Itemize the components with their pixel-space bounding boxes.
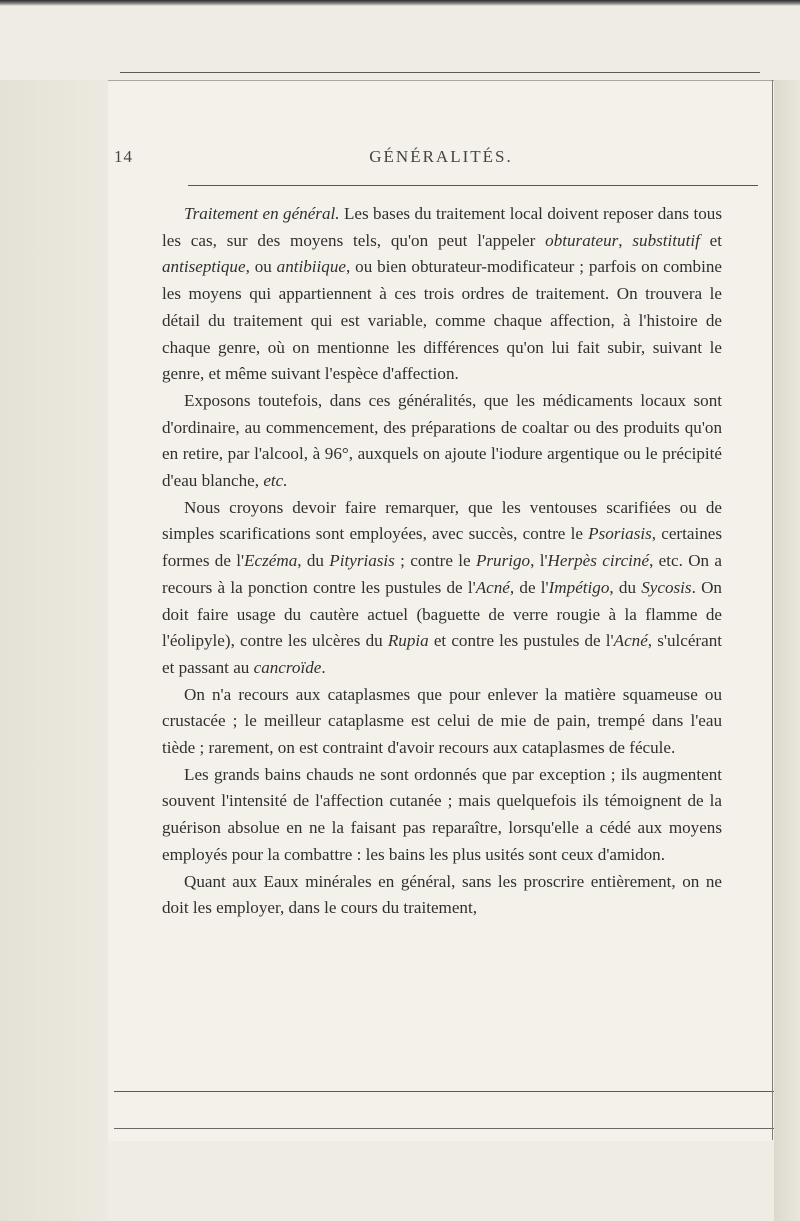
book-page [108, 80, 774, 1141]
running-title: GÉNÉRALITÉS. [369, 147, 513, 166]
italic-term: substitutif [632, 230, 700, 250]
italic-term: Sycosis [641, 577, 692, 597]
header-rule [188, 185, 758, 186]
page-number: 14 [114, 147, 133, 166]
italic-term: Eczéma [244, 551, 298, 571]
text-run: Exposons toutefois, dans ces généralités, que les médicaments locaux sont d'ordinaire, au commencement, des préparations de coaltar ou des produits qu'on en retire, par l'alcool, à 96°, auxquels on ajoute l'iodure argentique ou le précipité d'eau blanche, [162, 390, 722, 491]
text-run: On n'a recours aux cataplasmes que pour enlever la matière squameuse ou crustacée ; le meilleur cataplasme est celui de mie de pain, trempé dans l'eau tiède ; rarement, on est contraint d'avoir recours aux cataplasmes de fécule. [162, 684, 722, 758]
text-run: . [321, 657, 326, 677]
scan-top-edge [0, 0, 800, 6]
italic-term: etc. [263, 471, 288, 491]
text-run: , de l' [509, 577, 549, 597]
italic-term: Rupia [387, 631, 429, 651]
page-right-edge [772, 80, 773, 1140]
italic-term: antiseptique [162, 257, 246, 277]
paragraph [162, 388, 722, 495]
text-run: Quant aux Eaux minérales en général, sans les proscrire entièrement, on ne doit les employer, dans le cours du traitement, [162, 871, 722, 918]
text-run: Nous croyons devoir faire remarquer, que les ventouses scarifiées ou de simples scarifications sont employées, avec succès, contre le [162, 497, 722, 544]
italic-term: Impétigo [548, 577, 610, 597]
text-run: , certaines formes de l' [162, 524, 722, 571]
paragraph [162, 762, 722, 869]
italic-term: Acné [475, 577, 510, 597]
italic-term: Pityriasis [329, 551, 395, 571]
text-run: et [699, 230, 722, 250]
text-run: Les grands bains chauds ne sont ordonnés que par exception ; ils augmentent souvent l'intensité de l'affection cutanée ; mais quelquefois ils témoignent de la guérison absolue en ne la faisant pas reparaître, lorsqu'elle a cédé aux moyens employés pour la combattre : les bains les plus usités sont ceux d'amidon. [162, 764, 722, 864]
text-run: , etc. On a recours à la ponction contre les pustules de l' [162, 551, 722, 597]
right-margin-shadow [774, 80, 800, 1221]
left-margin-shadow [0, 80, 108, 1221]
text-run: . On doit faire usage du cautère actuel (baguette de verre rougie à la flamme de l'éolipyle), contre les ulcères du [162, 577, 722, 651]
text-run: , s'ulcérant et passant au [162, 631, 723, 677]
bottom-rule [114, 1091, 774, 1092]
italic-term: antibiique [276, 257, 346, 277]
text-run: ; contre le [394, 551, 476, 571]
paragraph [162, 201, 722, 388]
text-run: , du [297, 551, 330, 571]
text-run: , ou [245, 257, 277, 277]
text-run: , [618, 230, 633, 250]
text-run: , ou bien obturateur-modificateur ; parfois on combine les moyens qui appartiennent à ces trois ordres de traitement. On trouvera le détail du traitement qui est variable, comme chaque affection, à l'histoire de chaque genre, où on mentionne les différences qu'on lui fait subir, suivant le genre, et même suivant l'espèce d'affection. [162, 257, 722, 384]
italic-term: Herpès circiné [547, 551, 650, 571]
text-run: Les bases du traitement local doivent reposer dans tous les cas, sur des moyens tels, qu'on peut l'appeler [162, 204, 722, 250]
italic-term: Acné [613, 631, 648, 651]
text-run: , l' [530, 551, 548, 571]
text-run: et contre les pustules de l' [428, 631, 614, 651]
italic-term: Psoriasis [588, 524, 652, 544]
italic-term: obturateur [545, 230, 619, 250]
bottom-rule-lower [114, 1128, 774, 1129]
italic-term: Prurigo [475, 551, 531, 571]
page-header [108, 141, 774, 171]
paragraph [162, 869, 722, 922]
italic-term: Traitement en général. [184, 204, 340, 223]
paragraph [162, 682, 722, 762]
body-text [162, 201, 722, 922]
scan-edge-line [120, 72, 760, 73]
text-run: , du [609, 577, 642, 597]
paragraph [162, 495, 722, 682]
italic-term: cancroïde [253, 657, 322, 677]
